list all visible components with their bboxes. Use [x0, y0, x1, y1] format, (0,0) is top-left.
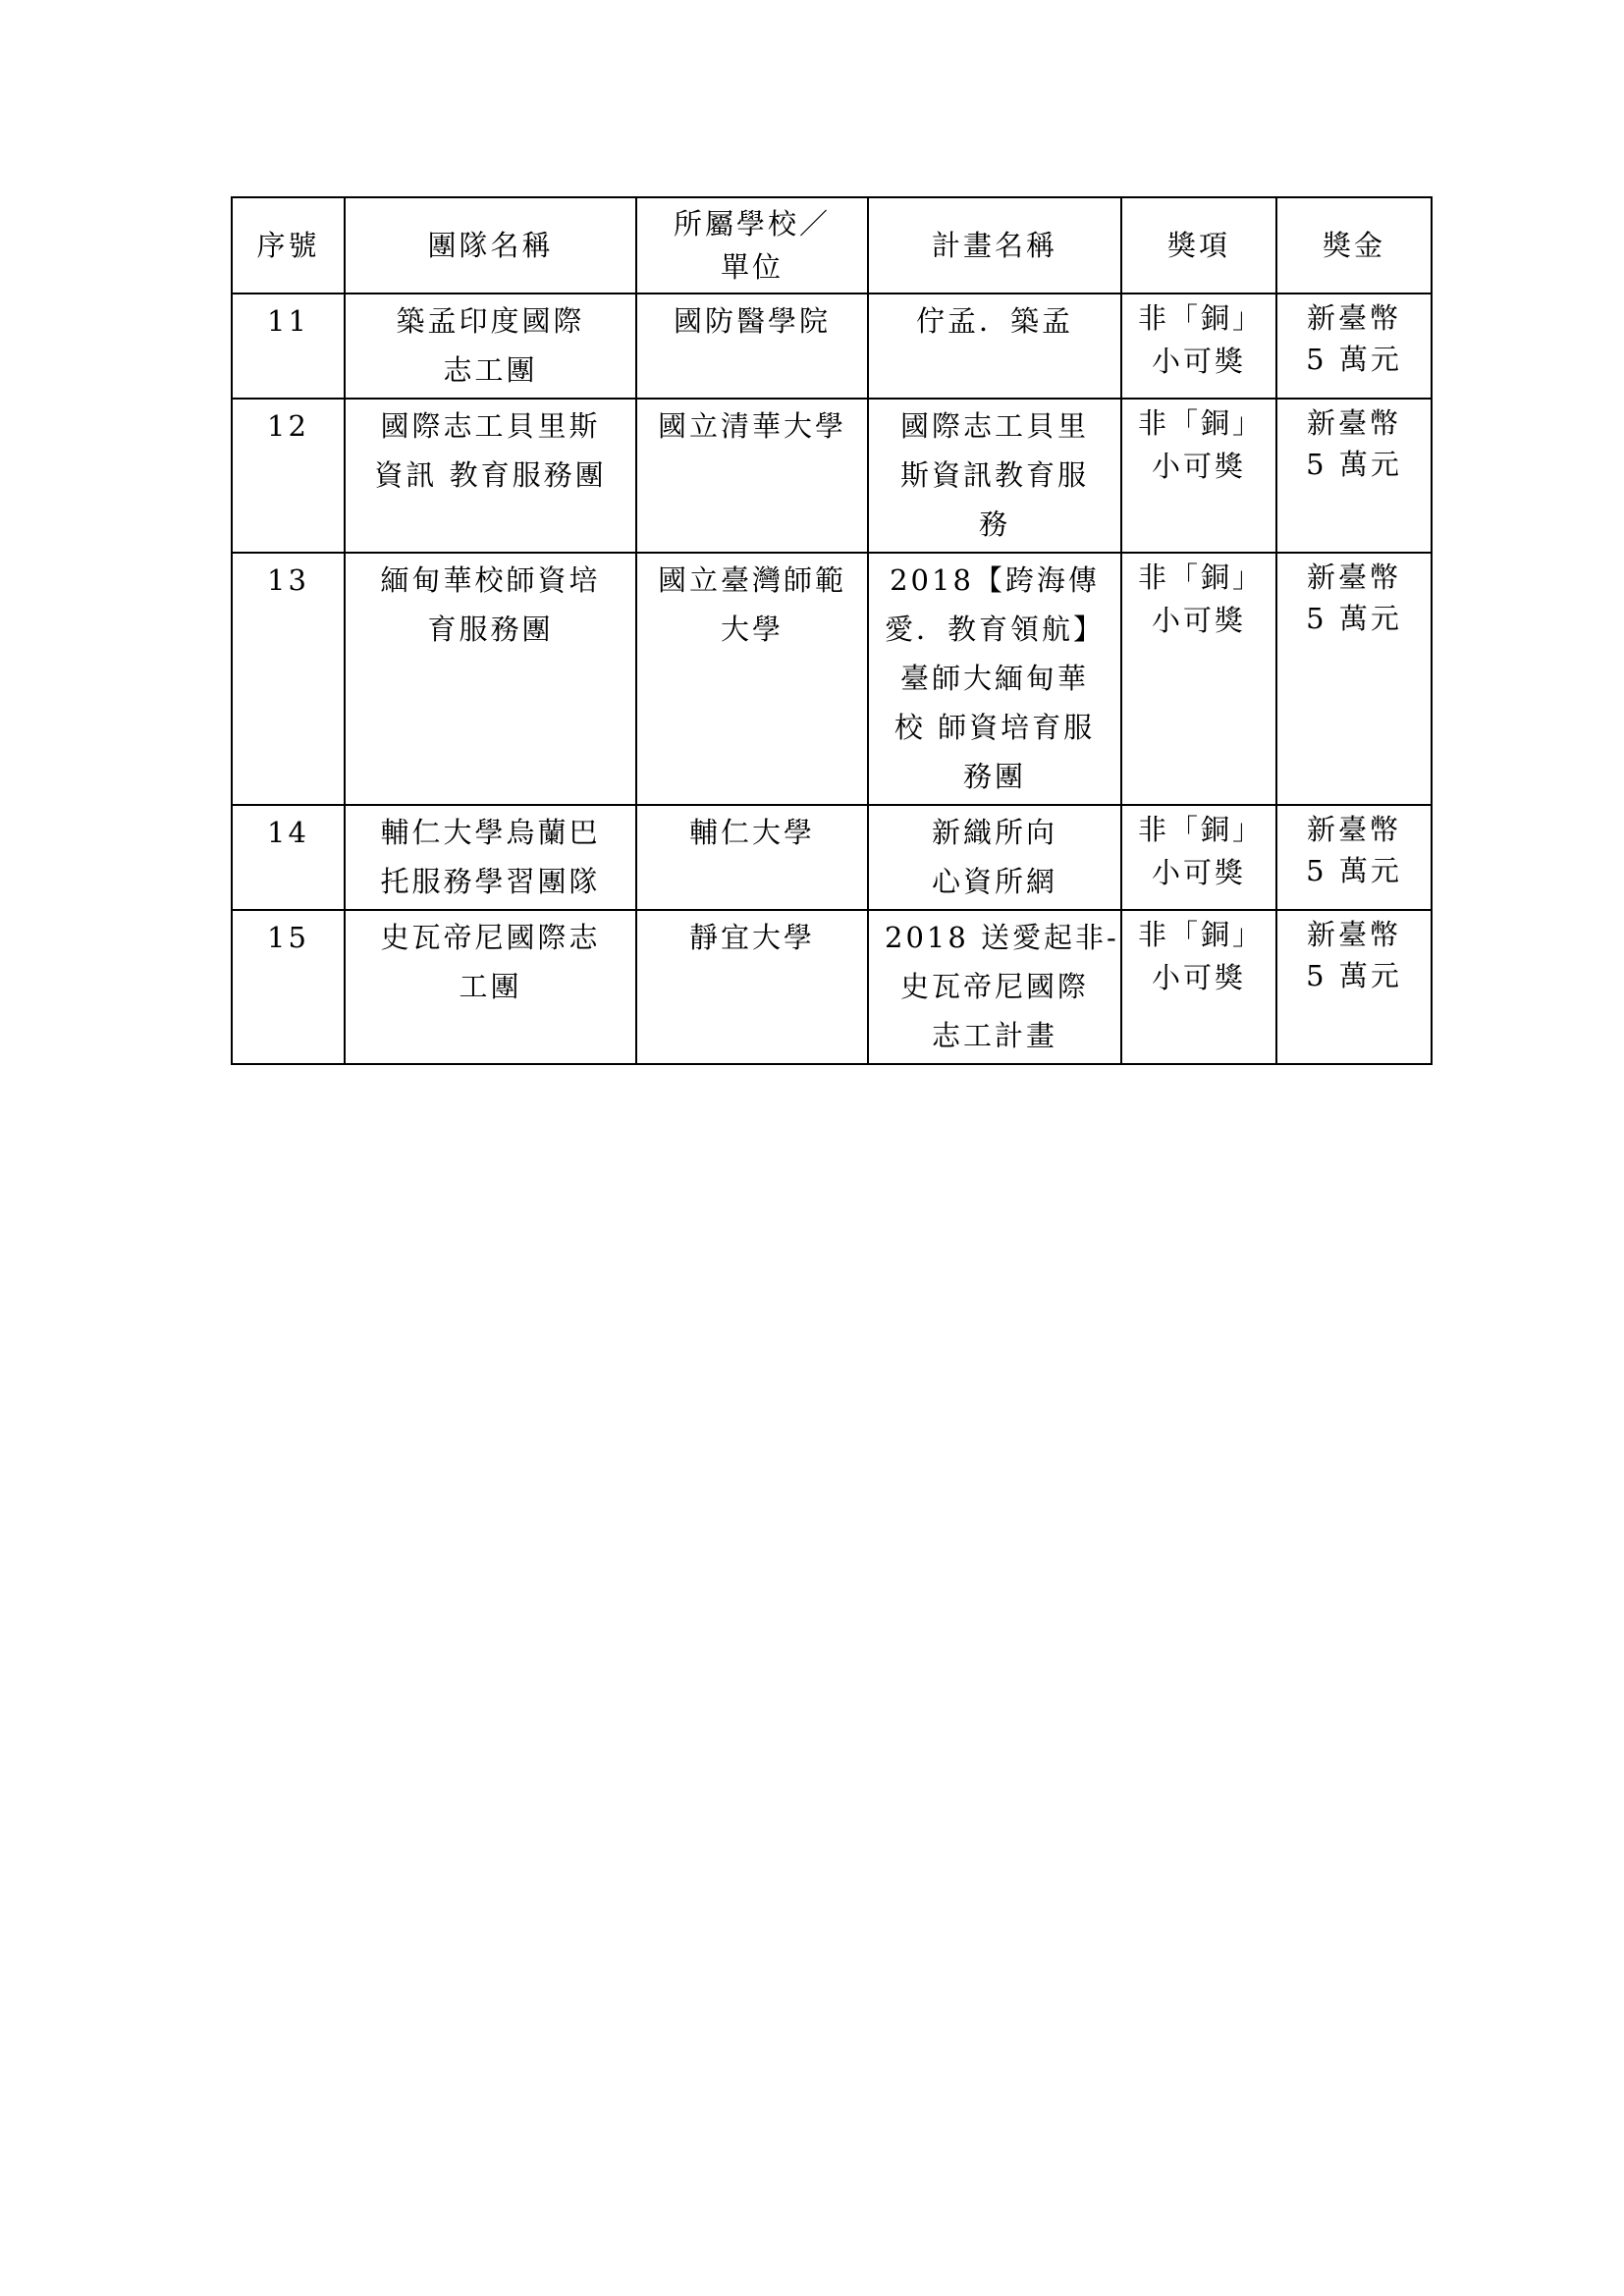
cell-prize: [1276, 910, 1432, 1064]
cell-line: 5 萬元: [1306, 854, 1402, 887]
cell-line: 托服務學習團隊: [380, 865, 601, 898]
table-row: [232, 910, 1432, 1064]
cell-award: [1121, 399, 1276, 553]
cell-award: [1121, 805, 1276, 910]
header-line: 序號: [256, 229, 320, 262]
cell-project: [868, 910, 1121, 1064]
cell-project: [868, 553, 1121, 805]
cell-line: 5 萬元: [1306, 602, 1402, 635]
cell-line: 小可獎: [1151, 450, 1246, 483]
cell-line: 工團: [459, 970, 522, 1003]
cell-line: 非「銅」: [1138, 813, 1265, 846]
table-body: [232, 294, 1432, 1064]
cell-prize: [1276, 399, 1432, 553]
cell-line: 史瓦帝尼國際志: [380, 921, 601, 954]
cell-line: 新臺幣: [1306, 813, 1401, 846]
cell-line: 小可獎: [1151, 345, 1246, 378]
cell-line: 國際志工貝里斯: [380, 409, 601, 443]
cell-line: 13: [267, 563, 309, 597]
cell-line: 5 萬元: [1306, 959, 1402, 992]
cell-award: [1121, 910, 1276, 1064]
cell-no: [232, 553, 345, 805]
cell-school: [636, 910, 868, 1064]
cell-line: 新臺幣: [1306, 406, 1401, 440]
cell-line: 緬甸華校師資培: [380, 563, 601, 597]
cell-line: 佇孟．築孟: [915, 304, 1073, 338]
cell-line: 輔仁大學: [688, 816, 815, 849]
cell-line: 務團: [962, 760, 1026, 793]
cell-line: 非「銅」: [1138, 561, 1265, 594]
cell-team: [345, 910, 636, 1064]
header-line: 單位: [720, 250, 784, 284]
cell-line: 校 師資培育服: [893, 711, 1096, 744]
table-row: [232, 805, 1432, 910]
cell-line: 務: [978, 507, 1010, 541]
cell-no: [232, 805, 345, 910]
cell-line: 15: [267, 921, 309, 954]
cell-line: 國防醫學院: [673, 304, 831, 338]
cell-team: [345, 805, 636, 910]
table-row: [232, 553, 1432, 805]
cell-award: [1121, 294, 1276, 399]
cell-line: 臺師大緬甸華: [899, 662, 1089, 695]
cell-line: 2018【跨海傳: [890, 563, 1100, 597]
cell-team: [345, 399, 636, 553]
cell-line: 5 萬元: [1306, 343, 1402, 376]
cell-line: 心資所網: [931, 865, 1057, 898]
cell-line: 2018 送愛起非-: [885, 921, 1119, 954]
cell-line: 靜宜大學: [688, 921, 815, 954]
cell-prize: [1276, 805, 1432, 910]
cell-school: [636, 553, 868, 805]
header-line: 獎項: [1166, 229, 1230, 262]
cell-team: [345, 294, 636, 399]
cell-line: 史瓦帝尼國際: [899, 970, 1089, 1003]
cell-line: 國立臺灣師範: [657, 563, 846, 597]
cell-line: 小可獎: [1151, 604, 1246, 637]
cell-line: 小可獎: [1151, 856, 1246, 889]
header-cell-prize: [1276, 197, 1432, 294]
cell-line: 11: [267, 304, 309, 338]
cell-line: 12: [267, 409, 309, 443]
cell-line: 新臺幣: [1306, 561, 1401, 594]
cell-line: 輔仁大學烏蘭巴: [380, 816, 601, 849]
cell-line: 新織所向: [931, 816, 1057, 849]
cell-line: 國立清華大學: [657, 409, 846, 443]
table-header-row: [232, 197, 1432, 294]
cell-project: [868, 399, 1121, 553]
cell-line: 非「銅」: [1138, 918, 1265, 951]
awards-table: [231, 196, 1433, 1065]
header-line: 獎金: [1322, 229, 1385, 262]
cell-line: 大學: [720, 613, 784, 646]
cell-team: [345, 553, 636, 805]
cell-project: [868, 294, 1121, 399]
cell-line: 愛．教育領航】: [885, 613, 1106, 646]
cell-line: 國際志工貝里: [899, 409, 1089, 443]
cell-line: 新臺幣: [1306, 918, 1401, 951]
table-row: [232, 294, 1432, 399]
cell-line: 志工計畫: [931, 1019, 1057, 1052]
header-cell-no: [232, 197, 345, 294]
cell-no: [232, 910, 345, 1064]
cell-no: [232, 294, 345, 399]
cell-no: [232, 399, 345, 553]
cell-line: 新臺幣: [1306, 301, 1401, 335]
header-line: 團隊名稱: [427, 229, 554, 262]
cell-school: [636, 294, 868, 399]
header-cell-award: [1121, 197, 1276, 294]
cell-project: [868, 805, 1121, 910]
cell-school: [636, 805, 868, 910]
cell-prize: [1276, 553, 1432, 805]
header-line: 所屬學校／: [673, 207, 831, 240]
cell-line: 築孟印度國際: [396, 304, 585, 338]
cell-school: [636, 399, 868, 553]
cell-prize: [1276, 294, 1432, 399]
cell-line: 14: [267, 816, 309, 849]
cell-award: [1121, 553, 1276, 805]
header-cell-school: [636, 197, 868, 294]
cell-line: 5 萬元: [1306, 448, 1402, 481]
header-cell-team: [345, 197, 636, 294]
header-cell-project: [868, 197, 1121, 294]
cell-line: 非「銅」: [1138, 301, 1265, 335]
table-row: [232, 399, 1432, 553]
cell-line: 小可獎: [1151, 961, 1246, 994]
cell-line: 斯資訊教育服: [899, 458, 1089, 492]
cell-line: 非「銅」: [1138, 406, 1265, 440]
cell-line: 志工團: [443, 353, 538, 387]
cell-line: 育服務團: [427, 613, 554, 646]
cell-line: 資訊 教育服務團: [374, 458, 607, 492]
header-line: 計畫名稱: [931, 229, 1057, 262]
